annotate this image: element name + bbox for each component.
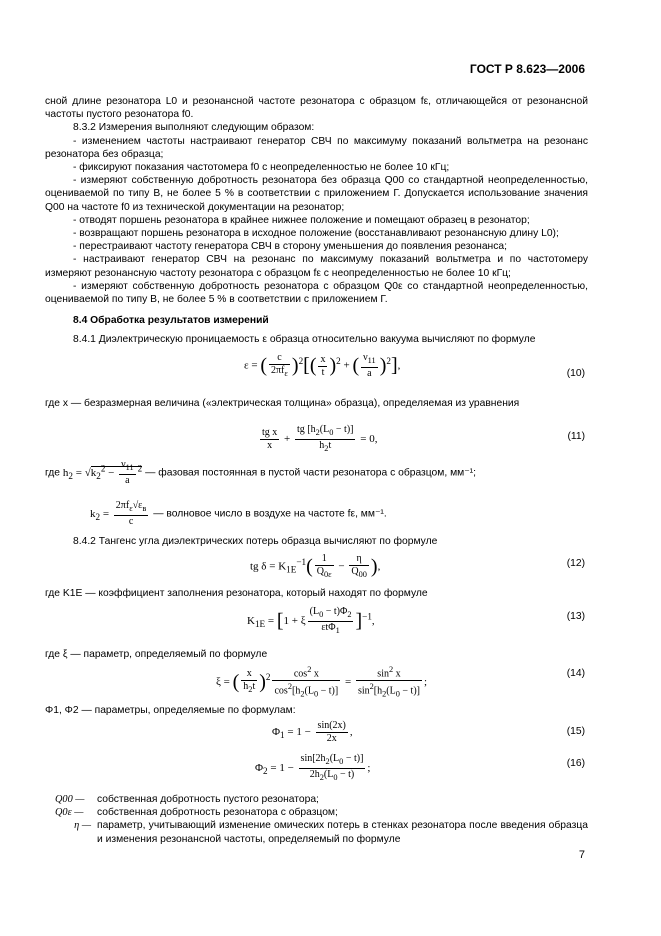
definitions-list [55,793,588,846]
paragraph: — фазовая постоянная в пустой части резонатора с образцом, мм⁻¹; [145,467,476,479]
equation-number: (11) [567,431,585,442]
definition-term: η — [74,820,91,832]
paragraph: где [45,467,61,479]
definition-text: собственная добротность пустого резонатора; [97,794,319,805]
formula-10: ε = ( $\frac{c}{2\pi f_\varepsilon}$ )$^2$[( $\frac{x}{t}$ )$^2$ + ( $\frac{\nu_{11}}{a}$ )$^2$], [244,352,401,379]
section-heading: 8.4 Обработка результатов измерений [73,315,269,327]
paragraph: — волновое число в воздухе на частоте fε, мм⁻¹. [153,508,387,520]
document-header: ГОСТ Р 8.623—2006 [469,62,585,76]
body-text [45,95,588,347]
paragraph: 8.4.1 Диэлектрическую проницаемость ε образца относительно вакуума вычисляют по формуле [73,334,536,346]
formula-14: ξ = ( $\frac{x}{h_2t}$ )$^2$ $\frac{\cos^2 x}{\cos^2[h_2(L_0 - t)]}$ = $\frac{\sin^2 x}{\sin^2[h_2(L_0 - t)]}$ ; [216,665,428,699]
paragraph: 8.3.2 Измерения выполняют следующим образом: [73,122,315,134]
k2-definition: $k_2$ = $\frac{2\pi f_\varepsilon√\varepsilon_в}{c}$ — волновое число в воздухе на частоте fε, мм⁻¹. [90,500,387,527]
paragraph: где K1E — коэффициент заполнения резонатора, который находят по формуле [45,588,428,599]
formula-16: $\Phi_2 = 1$ − $\frac{\sin[2h_2(L_0 - t)]}{2h_2(L_0 - t)}$ ; [255,753,371,782]
formula-12: tg $\delta = K_{1E}^{-1}$( $\frac{1}{Q_{0\varepsilon}}$ − $\frac{\eta}{Q_{00}}$ ), [250,553,381,579]
list-item: - фиксируют показания частотомера f0 с неопределенностью не более 10 кГц; [73,162,450,174]
definition-row [55,806,588,819]
equation-number: (12) [566,558,585,569]
list-item: - возвращают поршень резонатора в исходное положение (восстанавливают резонансную длину L0); [73,228,559,240]
definition-row [55,819,588,845]
definition-text: собственная добротность резонатора с образцом; [97,807,338,819]
formula-15: $\Phi_1 = 1$ − $\frac{\sin(2x)}{2x}$ , [272,720,353,744]
equation-number: (13) [566,611,585,622]
formula-11: $\frac{\text{tg x}}{x}$ + $\frac{tg [h_2(L_0 - t)]}{h_2t}$ = 0, [262,424,378,453]
equation-number: (15) [566,726,585,737]
formula-13: $K_{1E} = [1 + \xi$ $\frac{(L_0 - t)\Phi_2}{\varepsilon t\Phi_1}$ ]$^{-1}$, [247,606,375,635]
definition-row [55,793,588,806]
definition-text: параметр, учитывающий изменение омических потерь в стенках резонатора после введения образца и изменения резонансной частоты, определяемый по формуле [97,820,588,845]
list-item: - отводят поршень резонатора в крайнее нижнее положение и помещают образец в резонатор; [73,214,530,226]
definition-term: Q0ε — [55,807,84,819]
equation-number: (14) [566,668,585,679]
definition-term: Q00 — [55,794,85,805]
list-item: - настраивают генератор СВЧ на резонанс по максимуму показаний вольтметра и по частотомеру измеряют резонансную частоту резонатора с образцом fε с неопределенностью не более 10 кГц; [45,254,588,279]
page-number: 7 [578,849,585,861]
list-item: - измеряют собственную добротность резонатора с образцом Q0ε со стандартной неопределенностью, оцениваемой по типу B, не более 5 % в соответствии с приложением Г. [45,280,588,306]
paragraph: сной длине резонатора L0 и резонансной частоте резонатора с образцом fε, отличающейся от резонансной частоты пустого резонатора f0. [45,96,588,121]
list-item: - измеряют собственную добротность резонатора без образца Q00 со стандартной неопределенностью, оцениваемой по типу B, не более 5 % в соответствии с приложением Г. Допускается использование значения Q00 на частоте f0 из технической документации на резонатор; [45,175,588,213]
list-item: - изменением частоты настраивают генератор СВЧ по максимуму показаний вольтметра на резонанс резонатора без образца; [45,135,588,160]
h2-definition: где $h_2 = √k_2^2$ − $\frac{\nu_{11}}{a}$ $^2$ — фазовая постоянная в пустой части резонатора с образцом, мм⁻¹; [45,459,476,486]
paragraph: Φ1, Φ2 — параметры, определяемые по формулам: [45,705,296,716]
list-item: - перестраивают частоту генератора СВЧ в сторону уменьшения до появления резонанса; [73,241,507,253]
paragraph: 8.4.2 Тангенс угла диэлектрических потерь образца вычисляют по формуле [73,536,438,547]
paragraph: где ξ — параметр, определяемый по формуле [45,649,268,660]
paragraph: где x — безразмерная величина («электрическая толщина» образца), определяемая из уравнения [45,398,520,409]
equation-number: (10) [566,368,585,379]
equation-number: (16) [566,758,585,769]
